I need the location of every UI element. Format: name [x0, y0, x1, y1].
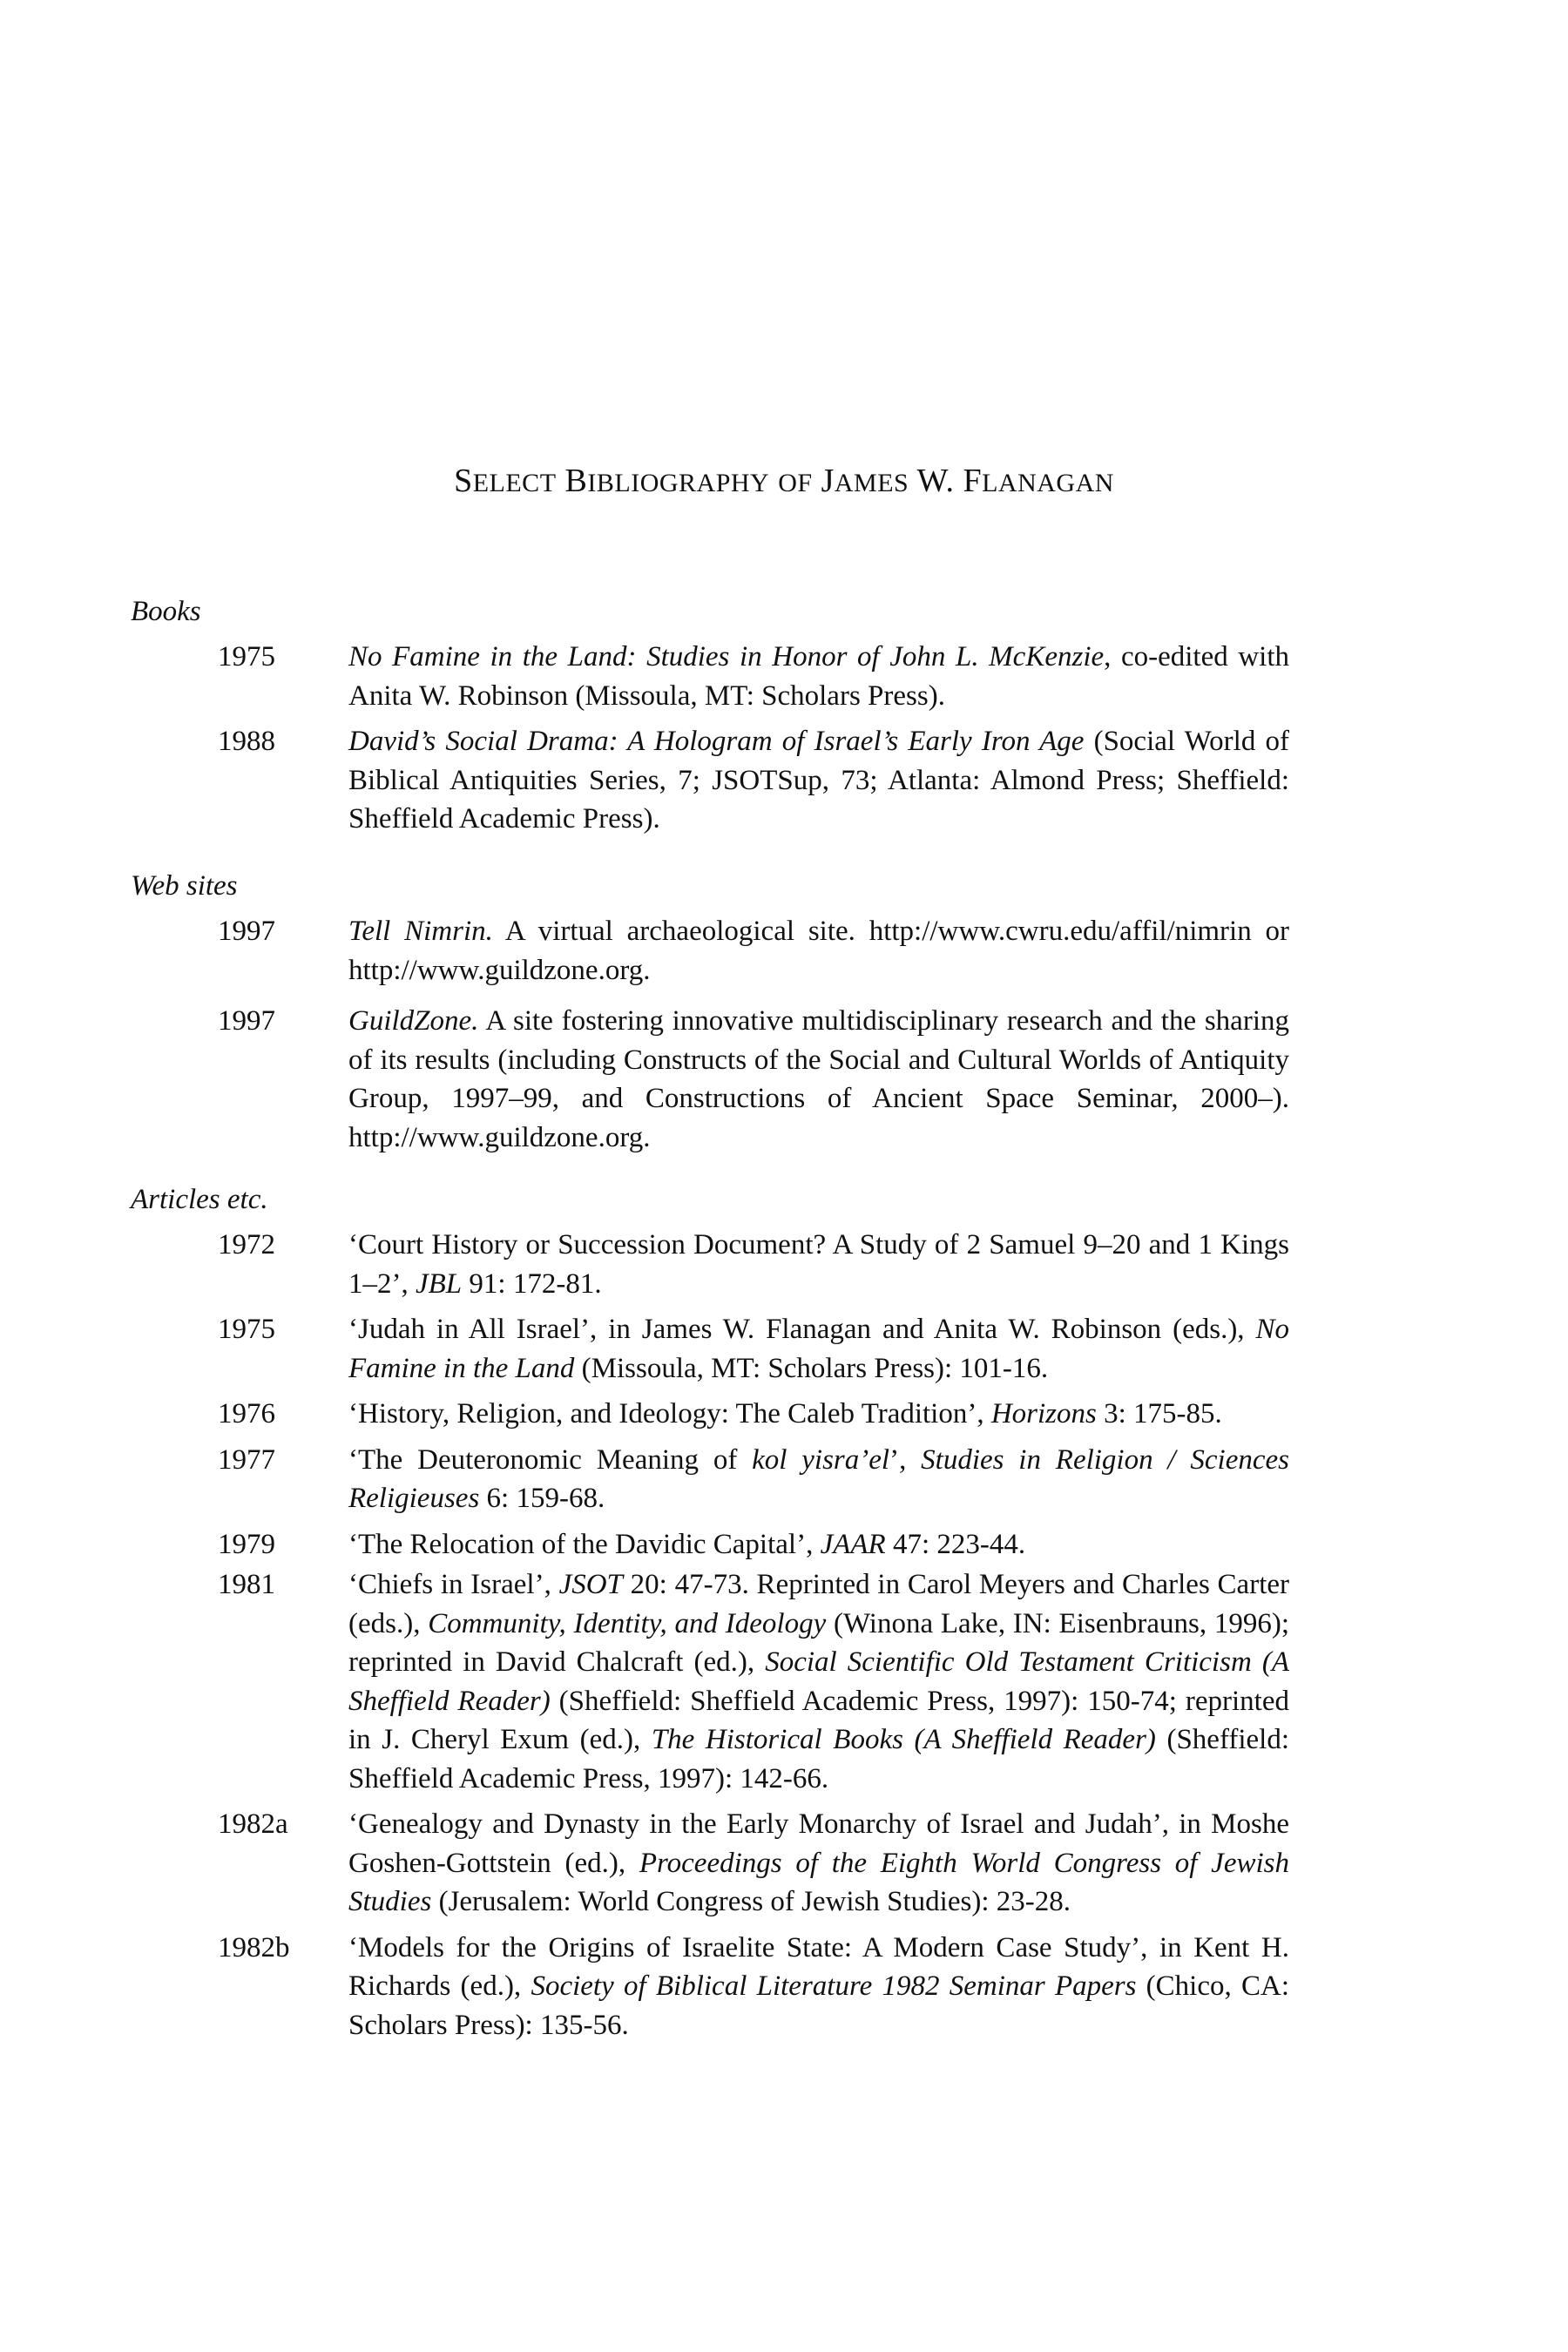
section-label-articles: Articles etc.: [131, 1184, 268, 1215]
bib-entry: 1981 ‘Chiefs in Israel’, JSOT 20: 47-73. Reprinted in Carol Meyers and Charles Carter (eds.), Community, Identity, and Ideology (Winona Lake, IN: Eisenbrauns, 1996); reprinted in David Chalcraft (ed.), Social Scientific Old Testament Criticism (A Sheffield Reader) (Sheffield: Sheffield Academic Press, 1997): 150-74; reprinted in J. Cheryl Exum (ed.), The Historical Books (A Sheffield Reader) (Sheffield: Sheffield Academic Press, 1997): 142-66.: [131, 1565, 1289, 1798]
entry-year: 1976: [218, 1398, 275, 1429]
websites-section: [131, 867, 1289, 1157]
entry-year: 1975: [218, 1314, 275, 1345]
bib-entry: 1982a ‘Genealogy and Dynasty in the Early Monarchy of Israel and Judah’, in Moshe Goshen-Gottstein (ed.), Proceedings of the Eighth World Congress of Jewish Studies (Jerusalem: World Congress of Jewish Studies): 23-28.: [131, 1805, 1289, 1922]
bib-entry: 1977 ‘The Deuteronomic Meaning of kol yisra’el’, Studies in Religion / Sciences Religieuses 6: 159-68.: [131, 1441, 1289, 1518]
bib-entry: 1997 GuildZone. A site fostering innovative multidisciplinary research and the sharing of its results (including Constructs of the Social and Cultural Worlds of Antiquity Group, 1997–99, and Constructions of Ancient Space Seminar, 2000–). http://www.guildzone.org.: [131, 1002, 1289, 1157]
entry-year: 1979: [218, 1528, 275, 1560]
entry-year: 1997: [218, 916, 275, 947]
bib-entry: 1972 ‘Court History or Succession Document? A Study of 2 Samuel 9–20 and 1 Kings 1–2’, JBL 91: 172-81.: [131, 1226, 1289, 1303]
entry-year: 1972: [218, 1229, 275, 1260]
page-title: SELECT BIBLIOGRAPHY OF JAMES W. FLANAGAN: [454, 463, 1114, 499]
entry-year: 1988: [218, 726, 275, 757]
bib-entry: 1982b ‘Models for the Origins of Israelite State: A Modern Case Study’, in Kent H. Richards (ed.), Society of Biblical Literature 1982 Seminar Papers (Chico, CA: Scholars Press): 135-56.: [131, 1929, 1289, 2045]
bib-entry: 1975 No Famine in the Land: Studies in Honor of John L. McKenzie, co-edited with Anita W. Robinson (Missoula, MT: Scholars Press).: [131, 638, 1289, 715]
entry-year: 1982a: [218, 1808, 288, 1840]
entry-year: 1977: [218, 1443, 275, 1476]
section-label-websites: Web sites: [131, 870, 238, 902]
bib-entry: 1988 David’s Social Drama: A Hologram of Israel’s Early Iron Age (Social World of Biblical Antiquities Series, 7; JSOTSup, 73; Atlanta: Almond Press; Sheffield: Sheffield Academic Press).: [131, 722, 1289, 839]
bib-entry: 1976 ‘History, Religion, and Ideology: The Caleb Tradition’, Horizons 3: 175-85.: [131, 1395, 1289, 1434]
section-label-books: Books: [131, 596, 201, 627]
entry-year: 1982b: [218, 1931, 290, 1963]
articles-section: [131, 1180, 1289, 2044]
entry-year: 1981: [218, 1569, 275, 1600]
books-section: [131, 592, 1289, 839]
entry-year: 1997: [218, 1005, 275, 1037]
bib-entry: 1997 Tell Nimrin. A virtual archaeological site. http://www.cwru.edu/affil/nimrin or http://www.guildzone.org.: [131, 912, 1289, 990]
bib-entry: 1979 ‘The Relocation of the Davidic Capital’, JAAR 47: 223-44.: [131, 1525, 1289, 1565]
bib-entry: 1975 ‘Judah in All Israel’, in James W. Flanagan and Anita W. Robinson (eds.), No Famine in the Land (Missoula, MT: Scholars Press): 101-16.: [131, 1310, 1289, 1388]
entry-year: 1975: [218, 641, 275, 672]
